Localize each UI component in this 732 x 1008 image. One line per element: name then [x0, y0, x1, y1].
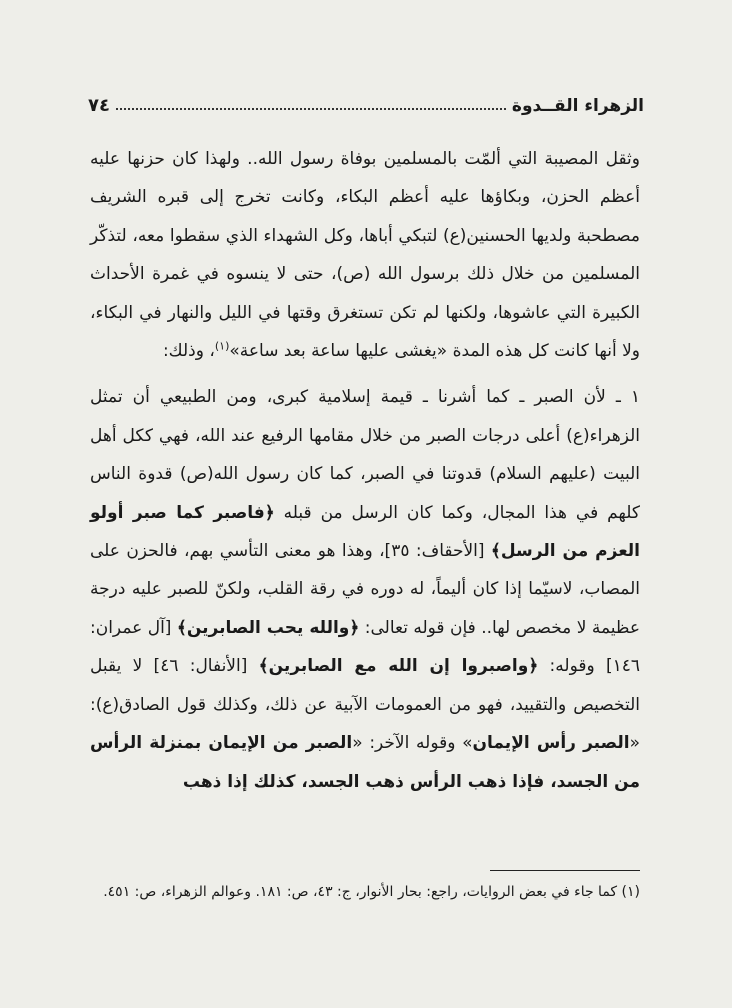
- quote-text: الصبر رأس الإيمان: [472, 733, 630, 754]
- body-text: ١ ـ لأن الصبر ـ كما أشرنا ـ قيمة إسلامية كبرى، ومن الطبيعي أن تمثل الزهراء(ع) أعلى درجات الصبر من خلال مقامها الرفيع عند الله، فهي ككل أهل البيت (عليهم السلام) قدوتنا في الصبر، كما كان رسول الله(ص) قدوة الناس كلهم في هذا المجال، وكما كان الرسل من قبله: [90, 387, 640, 523]
- footnote-separator: [490, 870, 640, 871]
- paragraph: [90, 378, 640, 800]
- body-text: [الأنفال: ٤٦] لا يقبل التخصيص والتقييد، فهو من العمومات الآبية عن ذلك، وكذلك قول الصادق(ع): «: [90, 656, 640, 754]
- running-title: الزهراء القــدوة: [511, 96, 644, 116]
- body-text: وثقل المصيبة التي ألمّت بالمسلمين بوفاة رسول الله.. ولهذا كان حزنها عليه أعظم الحزن، وبكاؤها عليه أعظم البكاء، وكانت تخرج إلى قبره الشريف مصطحبة ولديها الحسنين(ع) لتبكي أباها، وكل الشهداء الذي سقطوا معه، لتذكّر المسلمين من خلال ذلك برسول الله (ص)، حتى لا ينسوه في غمرة الأحداث الكبيرة التي عاشوها، ولكنها لم تكن تستغرق وقتها في الليل والنهار في البكاء، ولا أنها كانت كل هذه المدة «يغشى عليها ساعة بعد ساعة»: [90, 149, 640, 362]
- quote-text: ﴿والله يحب الصابرين﴾: [176, 617, 360, 638]
- quote-text: ﴿فاصبر كما صبر أولو العزم من الرسل﴾: [90, 502, 641, 562]
- body-text: [آل عمران: ١٤٦] وقوله:: [90, 617, 640, 677]
- footnote-marker[interactable]: (١): [214, 339, 230, 353]
- page-header: [88, 86, 644, 116]
- body-text: » وقوله الآخر: «: [352, 733, 473, 754]
- main-text: [90, 140, 640, 801]
- quote-text: الصبر من الإيمان بمنزلة الرأس من الجسد، فإذا ذهب الرأس ذهب الجسد، كذلك إذا ذهب: [90, 733, 640, 792]
- footnote: (١) كما جاء في بعض الروايات، راجع: بحار الأنوار، ج: ٤٣، ص: ١٨١. وعوالم الزهراء، ص: ٤٥١.: [103, 884, 640, 900]
- header-leader-dots: [116, 108, 506, 110]
- page-number: ٧٤: [88, 95, 110, 116]
- quote-text: ﴿واصبروا إن الله مع الصابرين﴾: [258, 656, 539, 677]
- body-text: [الأحقاف: ٣٥]، وهذا هو معنى التأسي بهم، فالحزن على المصاب، لاسيّما إذا كان أليماً، له دوره في رقة القلب، ولكنّ للصبر عليه درجة عظيمة لا مخصص لها.. فإن قوله تعالى:: [90, 541, 640, 638]
- paragraph: [90, 140, 640, 370]
- body-text: ، وذلك:: [162, 341, 215, 362]
